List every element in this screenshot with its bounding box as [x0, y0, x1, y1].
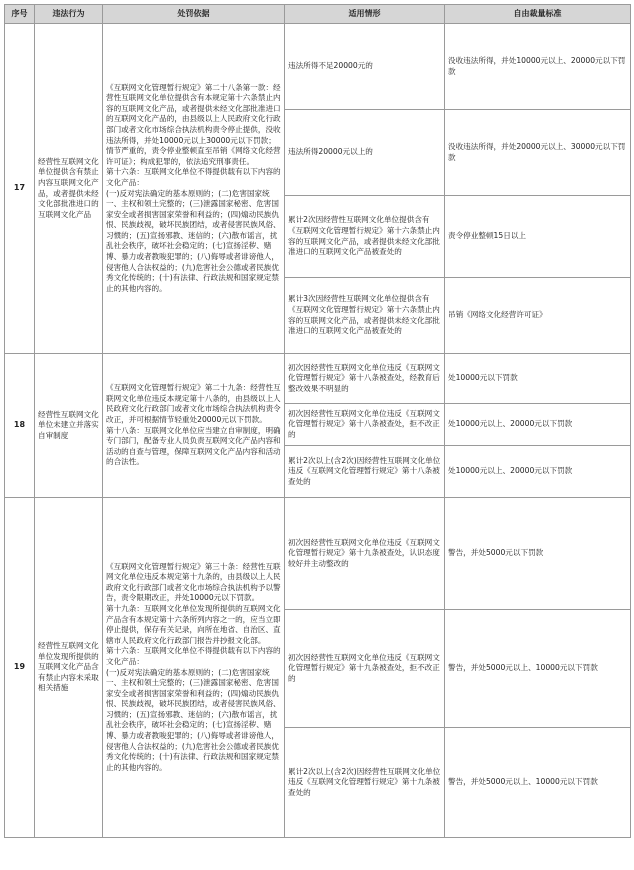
row-number: 19 — [5, 498, 35, 838]
header-standard: 自由裁量标准 — [445, 5, 631, 24]
standard-cell: 警告，并处5000元以上、10000元以下罚款 — [445, 610, 631, 728]
situation-cell: 违法所得不足20000元的 — [285, 24, 445, 110]
table-row — [5, 354, 631, 404]
standard-cell: 吊销《网络文化经营许可证》 — [445, 278, 631, 354]
situation-cell: 违法所得20000元以上的 — [285, 110, 445, 196]
basis-paragraph: 《互联网文化管理暂行规定》第三十条：经营性互联网文化单位违反本规定第十九条的，由县级以上人民政府文化行政部门或者文化市场综合执法机构予以警告，责令限期改正，并处10000元以下罚款。 — [106, 561, 281, 603]
basis-paragraph: 《互联网文化管理暂行规定》第二十九条：经营性互联网文化单位违反本规定第十八条的，由县级以上人民政府文化行政部门或者文化市场综合执法机构责令改正，并可根据情节轻重处20000元以下罚款。 — [106, 383, 281, 424]
situation-cell: 累计3次因经营性互联网文化单位提供含有《互联网文化管理暂行规定》第十六条禁止内容的互联网文化产品，或者提供未经文化部批准进口的互联网文化产品被查处的 — [285, 278, 445, 354]
header-situation: 适用情形 — [285, 5, 445, 24]
situation-cell: 累计2次以上(含2次)因经营性互联网文化单位违反《互联网文化管理暂行规定》第十八条被查处的 — [285, 446, 445, 498]
header-num: 序号 — [5, 5, 35, 24]
basis-paragraph: 第十六条：互联网文化单位不得提供载有以下内容的文化产品： — [106, 646, 281, 666]
standard-cell: 没收违法所得，并处20000元以上、30000元以下罚款 — [445, 110, 631, 196]
basis-paragraph: 第十八条：互联网文化单位应当建立自审制度，明确专门部门，配备专业人员负责互联网文化产品内容和活动的自查与管理，保障互联网文化产品内容和活动的合法性。 — [106, 425, 281, 467]
violation-cell: 经营性互联网文化单位发现所提供的互联网文化产品含有禁止内容未采取相关措施 — [35, 498, 103, 838]
standard-cell: 警告，并处5000元以下罚款 — [445, 498, 631, 610]
table-row — [5, 24, 631, 110]
situation-cell: 累计2次因经营性互联网文化单位提供含有《互联网文化管理暂行规定》第十六条禁止内容的互联网文化产品，或者提供未经文化部批准进口的互联网文化产品被查处的 — [285, 196, 445, 278]
basis-paragraph: 第十六条：互联网文化单位不得提供载有以下内容的文化产品： — [106, 167, 281, 187]
basis-paragraph: 《互联网文化管理暂行规定》第二十八条第一款：经营性互联网文化单位提供含有本规定第十六条禁止内容的互联网文化产品，或者提供未经文化部批准进口的互联网文化产品的，由县级以上人民政府文化行政部门或者文化市场综合执法机构责令停止提供，没收违法所得，并处10000元以上30000元以下罚款；情节严重的，责令停业整顿直至吊销《网络文化经营许可证》；构成犯罪的，依法追究刑事责任。 — [106, 82, 281, 166]
penalty-table — [4, 4, 631, 838]
basis-cell — [103, 498, 285, 838]
header-act: 违法行为 — [35, 5, 103, 24]
standard-cell: 处10000元以下罚款 — [445, 354, 631, 404]
header-row — [5, 5, 631, 24]
situation-cell: 初次因经营性互联网文化单位违反《互联网文化管理暂行规定》第十八条被查处，拒不改正的 — [285, 404, 445, 446]
header-basis: 处罚依据 — [103, 5, 285, 24]
basis-cell — [103, 24, 285, 354]
situation-cell: 初次因经营性互联网文化单位违反《互联网文化管理暂行规定》第十九条被查处，认识态度较好并主动整改的 — [285, 498, 445, 610]
basis-paragraph: (一)反对宪法确定的基本原则的；(二)危害国家统一、主权和领土完整的；(三)泄露国家秘密、危害国家安全或者损害国家荣誉和利益的；(四)煽动民族仇恨、民族歧视，破坏民族团结，或者侵害民族风俗、习惯的；(五)宣扬邪教、迷信的；(六)散布谣言，扰乱社会秩序，破坏社会稳定的；(七)宣扬淫秽、赌博、暴力或者教唆犯罪的；(八)侮辱或者诽谤他人，侵害他人合法权益的；(九)危害社会公德或者民族优秀文化传统的；(十)有法律、行政法规和国家规定禁止的其他内容的。 — [106, 188, 281, 293]
standard-cell: 警告，并处5000元以上、10000元以下罚款 — [445, 728, 631, 838]
standard-cell: 责令停业整顿15日以上 — [445, 196, 631, 278]
standard-cell: 没收违法所得，并处10000元以上、20000元以下罚款 — [445, 24, 631, 110]
basis-paragraph: 第十九条：互联网文化单位发现所提供的互联网文化产品含有本规定第十六条所列内容之一的，应当立即停止提供，保存有关记录，向所在地省、自治区、直辖市人民政府文化行政部门报告并抄报文化部。 — [106, 603, 281, 645]
standard-cell: 处10000元以上、20000元以下罚款 — [445, 446, 631, 498]
basis-cell — [103, 354, 285, 498]
row-number: 17 — [5, 24, 35, 354]
situation-cell: 初次因经营性互联网文化单位违反《互联网文化管理暂行规定》第十八条被查处，经教育后整改效果不明显的 — [285, 354, 445, 404]
violation-cell: 经营性互联网文化单位未建立并落实自审制度 — [35, 354, 103, 498]
table-row — [5, 498, 631, 610]
situation-cell: 初次因经营性互联网文化单位违反《互联网文化管理暂行规定》第十九条被查处，拒不改正的 — [285, 610, 445, 728]
row-number: 18 — [5, 354, 35, 498]
situation-cell: 累计2次以上(含2次)因经营性互联网文化单位违反《互联网文化管理暂行规定》第十九条被查处的 — [285, 728, 445, 838]
violation-cell: 经营性互联网文化单位提供含有禁止内容互联网文化产品，或者提供未经文化部批准进口的互联网文化产品 — [35, 24, 103, 354]
basis-paragraph: (一)反对宪法确定的基本原则的；(二)危害国家统一、主权和领土完整的；(三)泄露国家秘密、危害国家安全或者损害国家荣誉和利益的；(四)煽动民族仇恨、民族歧视，破坏民族团结，或者侵害民族风俗、习惯的；(五)宣扬邪教、迷信的；(六)散布谣言，扰乱社会秩序，破坏社会稳定的；(七)宣扬淫秽、赌博、暴力或者教唆犯罪的；(八)侮辱或者诽谤他人，侵害他人合法权益的；(九)危害社会公德或者民族优秀文化传统的；(十)有法律、行政法规和国家规定禁止的其他内容的。 — [106, 667, 281, 772]
standard-cell: 处10000元以上、20000元以下罚款 — [445, 404, 631, 446]
